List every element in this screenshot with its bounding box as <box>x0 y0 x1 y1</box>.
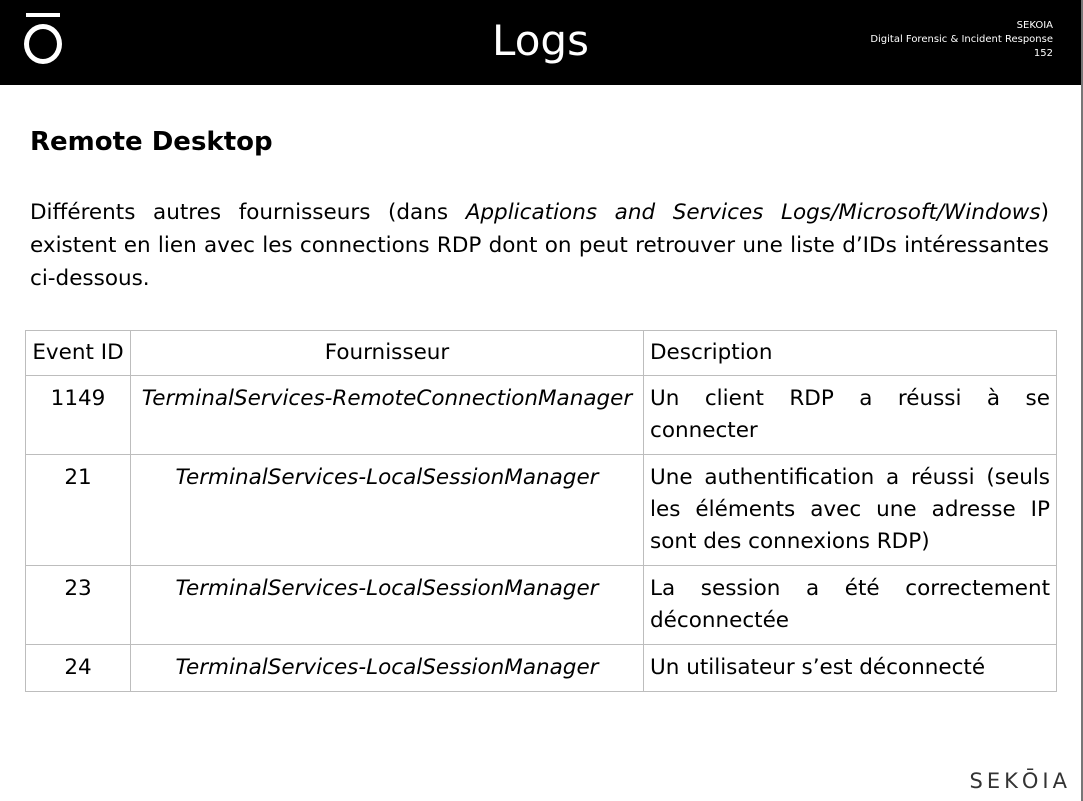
provider: TerminalServices-LocalSessionManager <box>131 455 644 566</box>
event-id-table <box>25 330 1057 692</box>
event-id: 1149 <box>26 376 131 455</box>
intro-paragraph <box>30 196 1049 295</box>
header-provider: Fournisseur <box>131 331 644 376</box>
description: La session a été correctement déconnectée <box>644 566 1057 645</box>
intro-text-1: Différents autres fournisseurs (dans <box>30 200 466 225</box>
header-event-id: Event ID <box>26 331 131 376</box>
footer-brand-logo: SEKŌIA <box>969 769 1071 793</box>
event-id: 24 <box>26 645 131 692</box>
description: Un utilisateur s’est déconnecté <box>644 645 1057 692</box>
intro-path: Applications and Services Logs/Microsoft/Windows <box>465 200 1041 225</box>
slide-title: Logs <box>492 16 589 65</box>
event-id: 23 <box>26 566 131 645</box>
table-row <box>26 566 1057 645</box>
intro-text-2: ) existent en lien avec les connections RDP dont on peut retrouver une liste d’IDs intéressantes ci-dessous. <box>30 200 1049 291</box>
event-id: 21 <box>26 455 131 566</box>
provider: TerminalServices-LocalSessionManager <box>131 566 644 645</box>
provider: TerminalServices-RemoteConnectionManager <box>131 376 644 455</box>
table-row <box>26 455 1057 566</box>
slide-header <box>0 0 1081 85</box>
page-number: 152 <box>1033 48 1053 59</box>
header-meta <box>870 19 1053 61</box>
header-description: Description <box>644 331 1057 376</box>
table-row <box>26 645 1057 692</box>
description: Une authentification a réussi (seuls les éléments avec une adresse IP sont des connexions RDP) <box>644 455 1057 566</box>
table-row <box>26 376 1057 455</box>
provider: TerminalServices-LocalSessionManager <box>131 645 644 692</box>
description: Un client RDP a réussi à se connecter <box>644 376 1057 455</box>
table-header-row <box>26 331 1057 376</box>
company-subtitle: Digital Forensic & Incident Response <box>870 34 1053 45</box>
section-heading: Remote Desktop <box>30 127 273 157</box>
company-name: SEKOIA <box>1016 20 1053 31</box>
